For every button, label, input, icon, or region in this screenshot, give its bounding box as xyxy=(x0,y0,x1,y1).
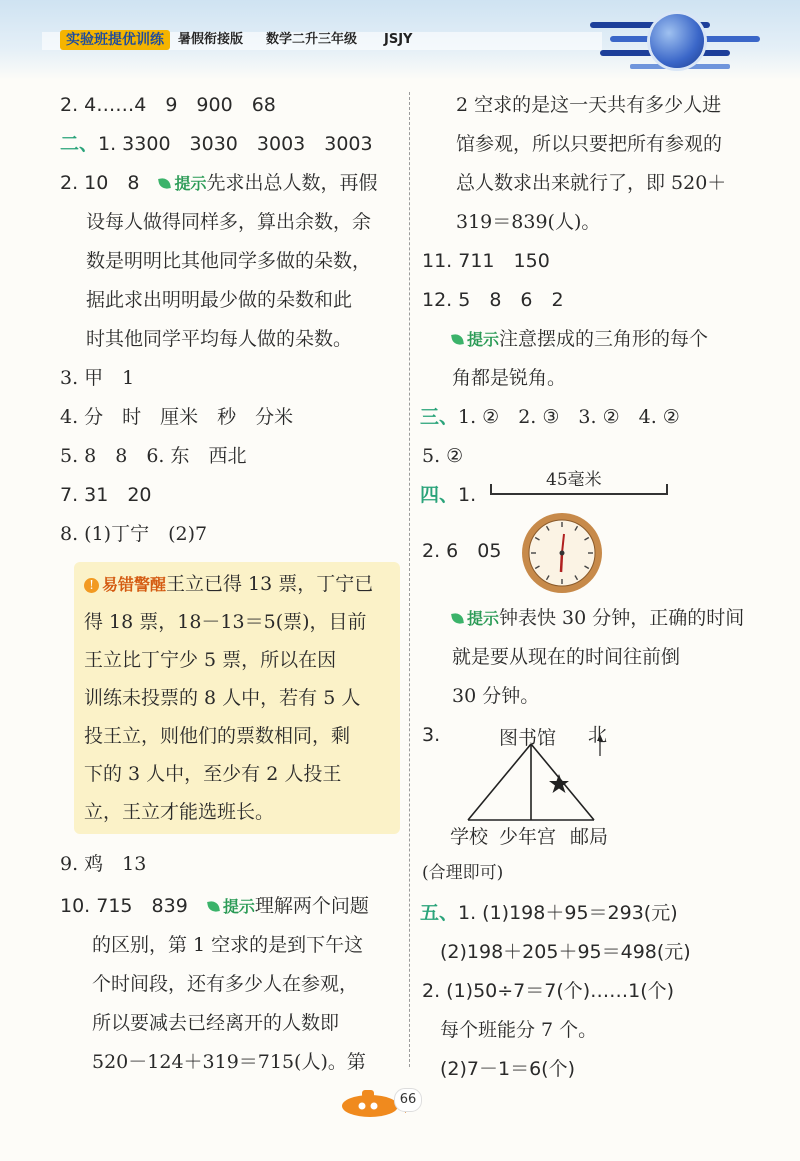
hint-line: 据此求出明明最少做的朵数和此 xyxy=(86,289,353,311)
answer-line: 12. 5 8 6 2 xyxy=(422,289,564,311)
map-label-post-office: 邮局 xyxy=(570,826,609,848)
series-label: 实验班提优训练 xyxy=(60,30,170,50)
hint-line: 设每人做得同样多，算出余数，余 xyxy=(86,211,372,233)
hint-line: 馆参观，所以只要把所有参观的 xyxy=(456,133,723,155)
column-divider xyxy=(409,92,410,1067)
hint-text: 理解两个问题 xyxy=(254,895,369,917)
hint-line: 时其他同学平均每人做的朵数。 xyxy=(86,328,353,350)
section-3-line xyxy=(420,404,680,430)
hint-label: 提示 xyxy=(222,897,255,916)
answer-text: 1. 3300 3030 3003 3003 xyxy=(98,133,373,155)
edition-label: 暑假衔接版 xyxy=(178,32,244,47)
leaf-icon xyxy=(207,900,220,913)
hint-line: 个时间段，还有多少人在参观， xyxy=(92,973,359,995)
line-segment-drawing xyxy=(490,493,668,495)
page-header xyxy=(0,0,800,80)
hint-line: 319＝839(人)。 xyxy=(456,211,601,233)
answer-line: 5. ② xyxy=(422,445,464,467)
map-label-library: 图书馆 xyxy=(499,727,557,749)
hint-label: 提示 xyxy=(174,174,207,193)
answer-text: 1. ② 2. ③ 3. ② 4. ② xyxy=(458,406,680,428)
hint-text: 注意摆成的三角形的每个 xyxy=(499,328,709,350)
warning-line: 得 18 票，18－13＝5(票)，目前 xyxy=(84,611,367,633)
code-label: JSJY xyxy=(384,32,413,47)
hint-line: 数是明明比其他同学多做的朵数， xyxy=(86,250,372,272)
hint-line: 2 空求的是这一天共有多少人进 xyxy=(456,94,722,116)
answer-line xyxy=(60,170,378,197)
warning-label: 易错警醒 xyxy=(102,575,167,594)
hint-line xyxy=(452,326,708,353)
planet-icon xyxy=(650,14,704,68)
answer-text: 1. xyxy=(458,484,477,506)
map-label-youth-palace: 少年宫 xyxy=(499,826,557,848)
section-label: 二、 xyxy=(60,133,99,155)
answer-line: 3. 甲 1 xyxy=(60,367,135,389)
hint-line: 的区别，第 1 空求的是到下午这 xyxy=(92,934,364,956)
subject-label: 数学二升三年级 xyxy=(266,32,358,47)
hint-text: 先求出总人数，再假 xyxy=(206,172,378,194)
answer-line: 11. 711 150 xyxy=(422,250,550,272)
hint-line: 所以要减去已经离开的人数即 xyxy=(92,1012,340,1034)
hint-line: 角都是锐角。 xyxy=(452,367,567,389)
hint-tag xyxy=(452,607,499,629)
answer-line: 9. 鸡 13 xyxy=(60,853,147,875)
answer-line: 3. xyxy=(422,724,441,746)
warning-line: 训练未投票的 8 人中，若有 5 人 xyxy=(84,687,361,709)
warning-tag xyxy=(84,573,166,595)
exclamation-icon: ! xyxy=(84,578,99,593)
answer-line: 2. 6 05 xyxy=(422,540,502,562)
answer-text: 1. (1)198＋95＝293(元) xyxy=(458,902,678,924)
hint-line: 就是要从现在的时间往前倒 xyxy=(452,646,681,668)
answer-line: 每个班能分 7 个。 xyxy=(440,1019,598,1041)
answer-line: (2)7－1＝6(个) xyxy=(440,1058,576,1080)
segment-length-label: 45毫米 xyxy=(546,470,602,490)
hint-line: 总人数求出来就行了，即 520＋ xyxy=(456,172,727,194)
segment-end-tick xyxy=(490,484,492,494)
warning-line xyxy=(84,571,373,598)
hint-tag xyxy=(159,172,206,194)
leaf-icon xyxy=(451,333,464,346)
section-2-line xyxy=(60,131,373,157)
section-label: 五、 xyxy=(420,902,459,924)
answer-line: 5. 8 8 6. 东 西北 xyxy=(60,445,247,467)
section-4-line xyxy=(420,482,476,508)
hint-tag xyxy=(452,328,499,350)
answer-line: 8. (1)丁宁 (2)7 xyxy=(60,523,208,545)
section-label: 三、 xyxy=(420,406,459,428)
warning-line: 投王立，则他们的票数相同，剩 xyxy=(84,725,351,747)
clock-face-icon xyxy=(520,512,604,594)
section-5-line xyxy=(420,900,678,926)
hint-line xyxy=(452,605,744,632)
hint-line: 30 分钟。 xyxy=(452,685,540,707)
hint-label: 提示 xyxy=(467,609,500,628)
answer-line: 2. 4……4 9 900 68 xyxy=(60,94,276,116)
warning-line: 立，王立才能选班长。 xyxy=(84,801,275,823)
hint-line: 520－124＋319＝715(人)。第 xyxy=(92,1051,366,1073)
map-label-north: 北 xyxy=(588,724,608,746)
hint-label: 提示 xyxy=(467,330,500,349)
hint-tag xyxy=(208,895,255,917)
answer-text: 10. 715 839 xyxy=(60,895,188,917)
warning-text: 王立已得 13 票，丁宁已 xyxy=(166,573,374,595)
map-label-school: 学校 xyxy=(450,826,489,848)
answer-text: 2. 10 8 xyxy=(60,172,140,194)
leaf-icon xyxy=(159,177,172,190)
warning-line: 王立比丁宁少 5 票，所以在因 xyxy=(84,649,337,671)
page-number: 66 xyxy=(394,1088,422,1112)
answer-line: (合理即可) xyxy=(422,863,504,883)
segment-end-tick xyxy=(666,484,668,494)
section-label: 四、 xyxy=(420,484,459,506)
leaf-icon xyxy=(451,612,464,625)
warning-line: 下的 3 人中，至少有 2 人投王 xyxy=(84,763,342,785)
answer-line xyxy=(60,893,369,920)
hint-text: 钟表快 30 分钟，正确的时间 xyxy=(499,607,745,629)
answer-line: 7. 31 20 xyxy=(60,484,152,506)
answer-line: 4. 分 时 厘米 秒 分米 xyxy=(60,406,294,428)
answer-line: 2. (1)50÷7＝7(个)……1(个) xyxy=(422,980,675,1002)
answer-line: (2)198＋205＋95＝498(元) xyxy=(440,941,691,963)
